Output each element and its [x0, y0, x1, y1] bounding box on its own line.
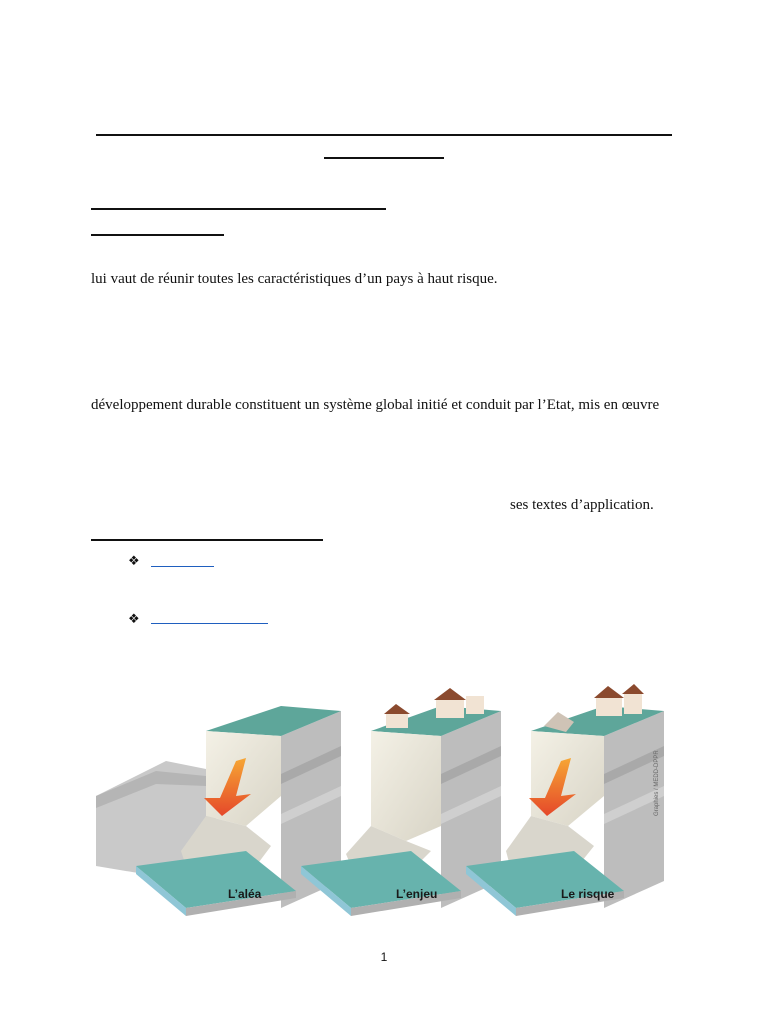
- house-roof: [384, 704, 410, 714]
- house: [466, 696, 484, 714]
- house: [436, 700, 464, 718]
- page-number: 1: [380, 950, 388, 964]
- panel-label-risque: Le risque: [561, 887, 615, 901]
- section-heading-underline-1: [91, 208, 386, 210]
- title-underline-2: [324, 157, 444, 159]
- risk-illustration: [96, 676, 676, 916]
- bullet-link-1[interactable]: [151, 566, 214, 567]
- bullet-icon: ❖: [128, 553, 140, 568]
- section-heading-underline-2: [91, 234, 224, 236]
- cliff-face: [531, 731, 604, 826]
- body-text-line-3: ses textes d’application.: [510, 497, 654, 513]
- bullet-icon: ❖: [128, 611, 140, 626]
- house: [386, 714, 408, 728]
- figure-credit: Graphies / MEDD-DPPR: [654, 750, 660, 816]
- body-text-line-2: développement durable constituent un système global initié et conduit par l’Etat, mis en œuvre: [91, 397, 660, 413]
- house-roof: [622, 684, 644, 694]
- house: [624, 694, 642, 714]
- title-underline-1: [96, 134, 672, 136]
- panel-label-enjeu: L’enjeu: [396, 887, 438, 901]
- panel-label-alea: L’aléa: [228, 887, 262, 901]
- cliff-face: [206, 731, 281, 826]
- house-roof: [594, 686, 624, 698]
- bullet-link-2[interactable]: [151, 623, 268, 624]
- section-heading-underline-3: [91, 539, 323, 541]
- cliff-face: [371, 731, 441, 841]
- house-roof: [434, 688, 466, 700]
- body-text-line-1: lui vaut de réunir toutes les caractéristiques d’un pays à haut risque.: [91, 271, 498, 287]
- house: [596, 698, 622, 716]
